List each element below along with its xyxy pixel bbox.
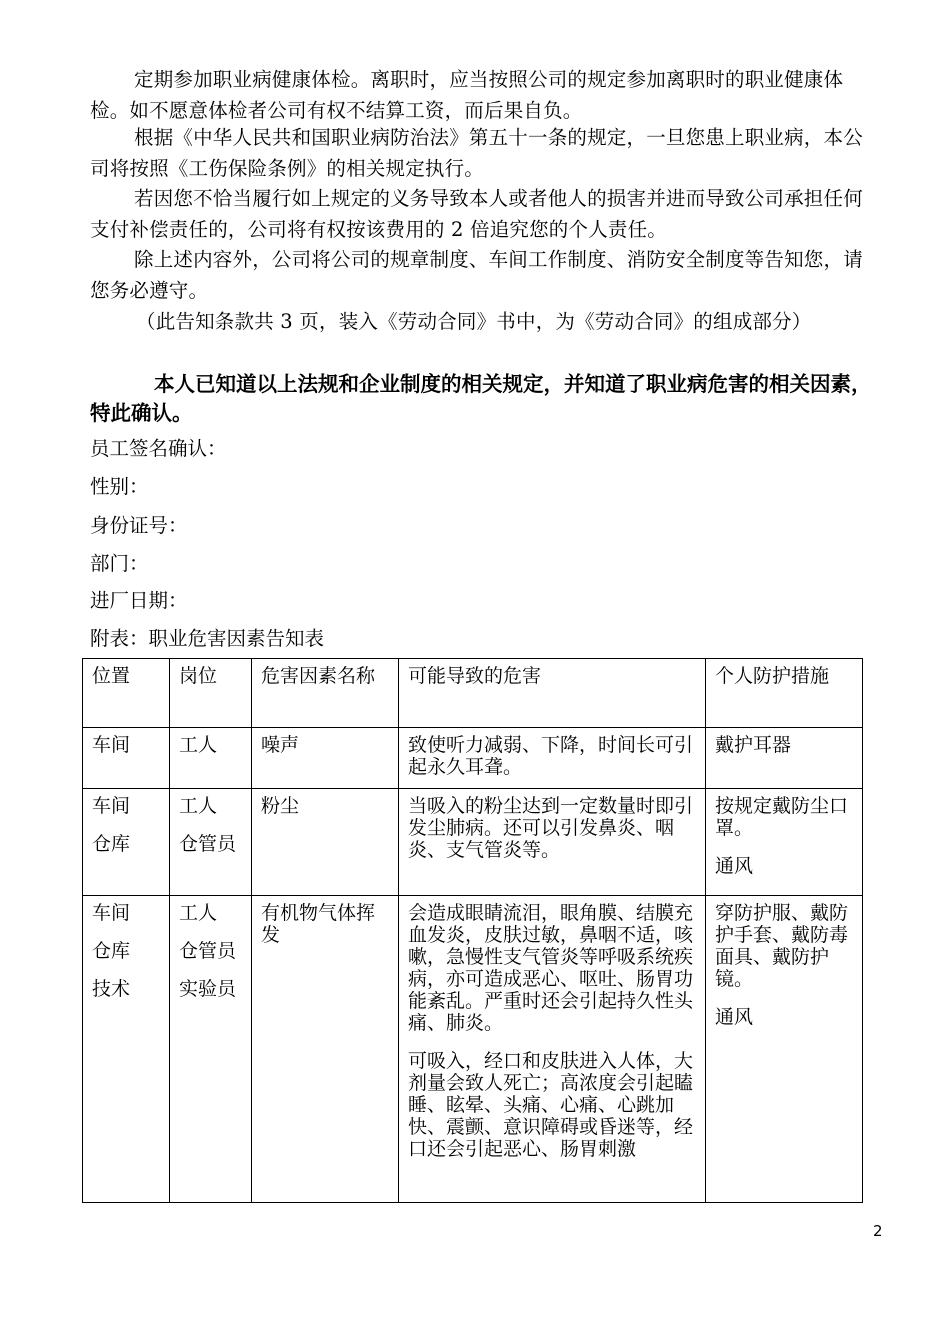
table-row xyxy=(83,896,863,1203)
header-post: 岗位 xyxy=(170,659,252,728)
field-entry-date: 进厂日期： xyxy=(90,589,188,612)
cell-harm xyxy=(399,728,706,789)
protection-text: 戴护耳器 xyxy=(715,734,792,756)
post-text: 仓管员 xyxy=(179,940,237,962)
cell-factor: 噪声 xyxy=(252,728,399,789)
post-text: 仓管员 xyxy=(179,833,237,855)
paragraph-liability: 若因您不恰当履行如上规定的义务导致本人或者他人的损害并进而导致公司承担任何支付补偿责任的，公司将有权按该费用的 2 倍追究您的个人责任。 xyxy=(90,187,863,241)
field-id-number: 身份证号： xyxy=(90,514,188,537)
header-location: 位置 xyxy=(83,659,170,728)
paragraph-occupational-law: 根据《中华人民共和国职业病防治法》第五十一条的规定，一旦您患上职业病，本公司将按照《工伤保险条例》的相关规定执行。 xyxy=(90,126,863,180)
location-text: 车间 xyxy=(92,902,131,924)
location-text: 车间 xyxy=(92,734,131,756)
confirmation-statement: 本人已知道以上法规和企业制度的相关规定，并知道了职业病危害的相关因素，特此确认。 xyxy=(90,372,872,425)
harm-text: 致使听力减弱、下降，时间长可引起永久耳聋。 xyxy=(408,734,694,778)
paragraph-regulations: 除上述内容外，公司将公司的规章制度、车间工作制度、消防安全制度等告知您，请您务必遵守。 xyxy=(90,248,863,302)
table-header-row xyxy=(83,659,863,728)
table-row xyxy=(83,728,863,789)
harm-text: 当吸入的粉尘达到一定数量时即引发尘肺病。还可以引发鼻炎、咽炎、支气管炎等。 xyxy=(408,795,694,861)
cell-harm xyxy=(399,789,706,896)
cell-protection xyxy=(706,728,863,789)
protection-text: 按规定戴防尘口罩。 xyxy=(715,795,849,839)
table-row xyxy=(83,789,863,896)
cell-location xyxy=(83,789,170,896)
header-protection: 个人防护措施 xyxy=(706,659,863,728)
location-text: 仓库 xyxy=(92,833,131,855)
header-harm: 可能导致的危害 xyxy=(399,659,706,728)
cell-factor: 有机物气体挥发 xyxy=(252,896,399,1203)
cell-harm xyxy=(399,896,706,1203)
page-number: 2 xyxy=(873,1222,883,1240)
cell-post xyxy=(170,896,252,1203)
cell-protection xyxy=(706,896,863,1203)
location-text: 技术 xyxy=(92,978,131,1000)
harm-text: 可吸入，经口和皮肤进入人体，大剂量会致人死亡；高浓度会引起瞌睡、眩晕、头痛、心痛、心跳加快、震颤、意识障碍或昏迷等，经口还会引起恶心、肠胃刺激 xyxy=(408,1050,694,1160)
cell-location xyxy=(83,896,170,1203)
cell-post xyxy=(170,728,252,789)
post-text: 工人 xyxy=(179,734,218,756)
protection-text: 穿防护服、戴防护手套、戴防毒面具、戴防护镜。 xyxy=(715,902,849,990)
paragraph-health-check: 定期参加职业病健康体检。离职时，应当按照公司的规定参加离职时的职业健康体检。如不愿意体检者公司有权不结算工资，而后果自负。 xyxy=(90,68,844,122)
protection-text: 通风 xyxy=(715,855,754,877)
field-signature: 员工签名确认： xyxy=(90,437,227,460)
cell-post xyxy=(170,789,252,896)
field-gender: 性别： xyxy=(90,475,149,498)
hazard-notice-table xyxy=(82,658,863,1203)
cell-protection xyxy=(706,789,863,896)
post-text: 工人 xyxy=(179,902,218,924)
protection-text: 通风 xyxy=(715,1006,754,1028)
location-text: 仓库 xyxy=(92,940,131,962)
field-department: 部门： xyxy=(90,552,149,575)
location-text: 车间 xyxy=(92,795,131,817)
appendix-title: 附表：职业危害因素告知表 xyxy=(90,627,325,650)
post-text: 实验员 xyxy=(179,978,237,1000)
paragraph-note: （此告知条款共 3 页，装入《劳动合同》书中，为《劳动合同》的组成部分） xyxy=(136,310,812,333)
cell-factor: 粉尘 xyxy=(252,789,399,896)
harm-text: 会造成眼睛流泪，眼角膜、结膜充血发炎，皮肤过敏，鼻咽不适，咳嗽，急慢性支气管炎等呼吸系统疾病，亦可造成恶心、呕吐、肠胃功能紊乱。严重时还会引起持久性头痛、肺炎。 xyxy=(408,902,694,1034)
post-text: 工人 xyxy=(179,795,218,817)
header-factor: 危害因素名称 xyxy=(252,659,399,728)
cell-location xyxy=(83,728,170,789)
